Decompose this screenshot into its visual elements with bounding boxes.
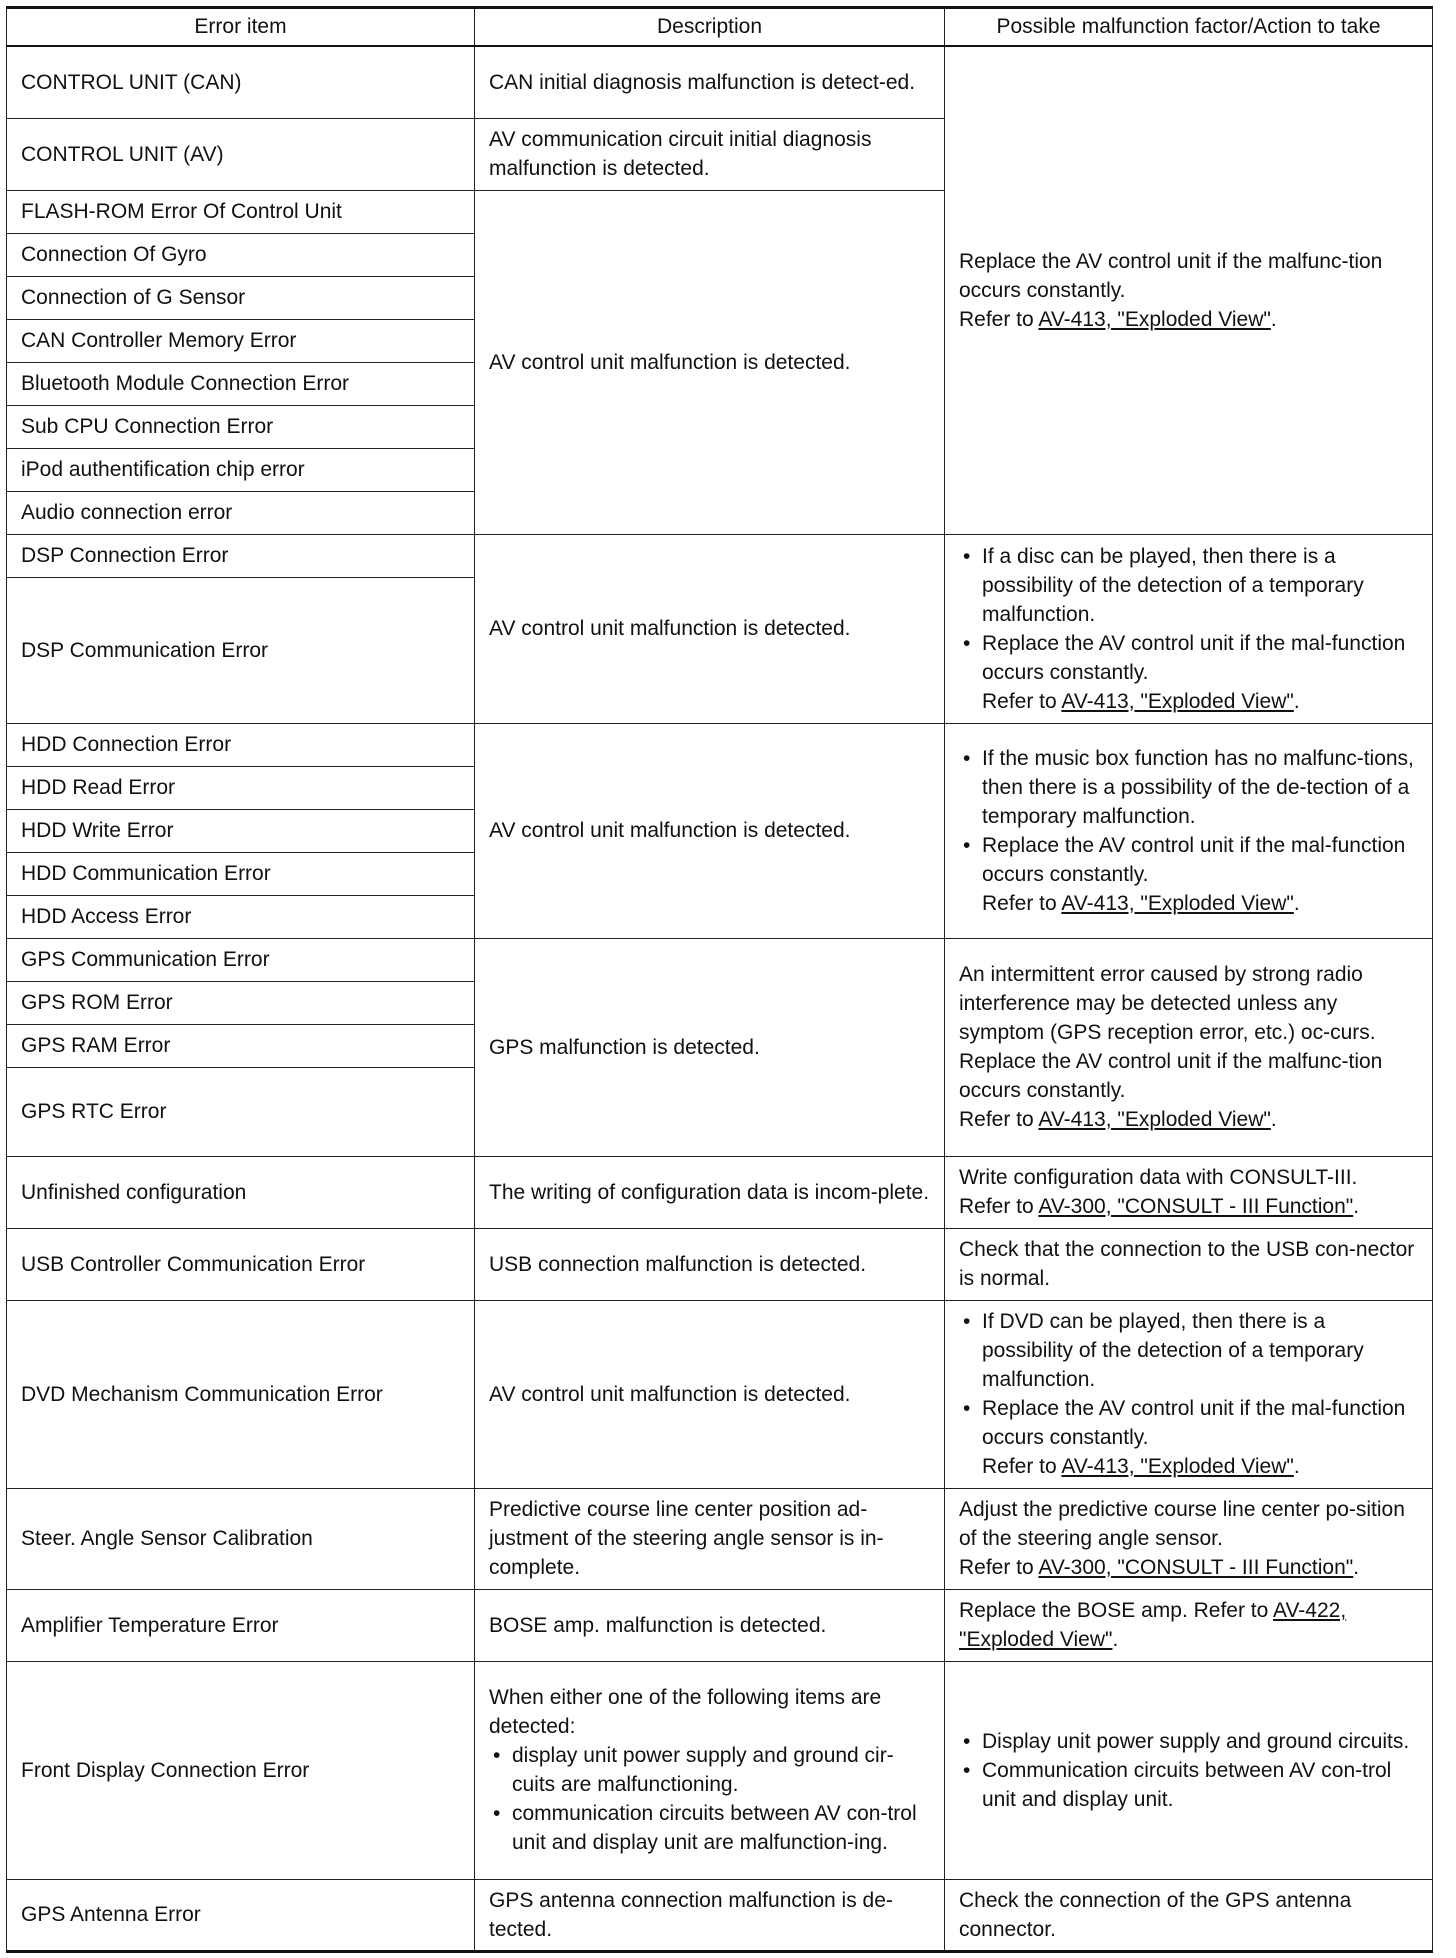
error-item-cell: Audio connection error bbox=[7, 491, 475, 534]
action-bullet: • If DVD can be played, then there is a possibility of the detection of a temporary malfunction. bbox=[959, 1307, 1418, 1394]
description-cell: GPS malfunction is detected. bbox=[475, 938, 945, 1156]
action-cell: Check the connection of the GPS antenna connector. bbox=[945, 1879, 1433, 1951]
error-item-cell: HDD Write Error bbox=[7, 809, 475, 852]
error-item-cell: CONTROL UNIT (AV) bbox=[7, 118, 475, 190]
error-item-cell: FLASH-ROM Error Of Control Unit bbox=[7, 190, 475, 233]
description-cell: The writing of configuration data is incom-plete. bbox=[475, 1156, 945, 1228]
action-cell: Check that the connection to the USB con-nector is normal. bbox=[945, 1228, 1433, 1300]
action-bullet-list bbox=[959, 1307, 1418, 1481]
description-cell: When either one of the following items are detected: • display unit power supply and ground cir-cuits are malfunctioning. • communication circuits between AV con-trol unit and display unit are malfunction-ing. bbox=[475, 1661, 945, 1879]
error-item-cell: CONTROL UNIT (CAN) bbox=[7, 46, 475, 118]
action-cell: Write configuration data with CONSULT-III. Refer to AV-300, "CONSULT - III Function". bbox=[945, 1156, 1433, 1228]
table-row bbox=[7, 46, 1433, 118]
description-cell: USB connection malfunction is detected. bbox=[475, 1228, 945, 1300]
table-row bbox=[7, 938, 1433, 981]
description-cell: GPS antenna connection malfunction is de-tected. bbox=[475, 1879, 945, 1951]
error-item-cell: Sub CPU Connection Error bbox=[7, 405, 475, 448]
error-item-cell: GPS RAM Error bbox=[7, 1024, 475, 1067]
action-bullet: • If the music box function has no malfunc-tions, then there is a possibility of the de-tection of a temporary malfunction. bbox=[959, 744, 1418, 831]
header-row bbox=[7, 8, 1433, 47]
error-item-cell: iPod authentification chip error bbox=[7, 448, 475, 491]
error-item-cell: Front Display Connection Error bbox=[7, 1661, 475, 1879]
action-bullet-list bbox=[959, 1727, 1418, 1814]
error-item-cell: GPS ROM Error bbox=[7, 981, 475, 1024]
action-bullet-list bbox=[959, 542, 1418, 716]
reference-link[interactable]: AV-413, "Exploded View" bbox=[1038, 307, 1271, 331]
action-cell bbox=[945, 723, 1433, 938]
description-bullet-list bbox=[489, 1741, 930, 1857]
reference-link[interactable]: AV-413, "Exploded View" bbox=[1061, 891, 1294, 915]
error-item-cell: USB Controller Communication Error bbox=[7, 1228, 475, 1300]
error-item-cell: DVD Mechanism Communication Error bbox=[7, 1300, 475, 1488]
description-bullet: • display unit power supply and ground cir-cuits are malfunctioning. bbox=[489, 1741, 930, 1799]
action-text: Replace the AV control unit if the malfunc-tion occurs constantly. bbox=[959, 249, 1383, 302]
error-item-cell: HDD Connection Error bbox=[7, 723, 475, 766]
action-bullet: • Communication circuits between AV con-trol unit and display unit. bbox=[959, 1756, 1418, 1814]
description-cell: AV control unit malfunction is detected. bbox=[475, 190, 945, 534]
header-error-item: Error item bbox=[7, 8, 475, 47]
error-item-cell: CAN Controller Memory Error bbox=[7, 319, 475, 362]
action-bullet-list bbox=[959, 744, 1418, 918]
header-action: Possible malfunction factor/Action to take bbox=[945, 8, 1433, 47]
action-cell: Replace the AV control unit if the malfunc-tion occurs constantly. Refer to AV-413, "Exploded View". bbox=[945, 46, 1433, 534]
action-bullet: • Display unit power supply and ground circuits. bbox=[959, 1727, 1418, 1756]
table-row bbox=[7, 723, 1433, 766]
error-item-cell: Unfinished configuration bbox=[7, 1156, 475, 1228]
reference-link[interactable]: AV-422, "Exploded View" bbox=[959, 1599, 1347, 1651]
description-cell: AV control unit malfunction is detected. bbox=[475, 534, 945, 723]
error-item-cell: HDD Read Error bbox=[7, 766, 475, 809]
error-item-cell: DSP Communication Error bbox=[7, 577, 475, 723]
error-item-cell: Connection of G Sensor bbox=[7, 276, 475, 319]
action-bullet: • Replace the AV control unit if the mal-function occurs constantly. Refer to AV-413, "Exploded View". bbox=[959, 831, 1418, 918]
action-cell bbox=[945, 1300, 1433, 1488]
table-row bbox=[7, 1228, 1433, 1300]
reference-link[interactable]: AV-300, "CONSULT - III Function" bbox=[1038, 1195, 1354, 1218]
error-item-cell: HDD Access Error bbox=[7, 895, 475, 938]
error-item-cell: Amplifier Temperature Error bbox=[7, 1589, 475, 1661]
description-bullet: • communication circuits between AV con-trol unit and display unit are malfunction-ing. bbox=[489, 1799, 930, 1857]
header-description: Description bbox=[475, 8, 945, 47]
error-item-cell: DSP Connection Error bbox=[7, 534, 475, 577]
error-item-cell: Steer. Angle Sensor Calibration bbox=[7, 1488, 475, 1589]
table-row bbox=[7, 1589, 1433, 1661]
description-cell: Predictive course line center position ad-justment of the steering angle sensor is in-complete. bbox=[475, 1488, 945, 1589]
action-cell: An intermittent error caused by strong radio interference may be detected unless any symptom (GPS reception error, etc.) oc-curs. Replace the AV control unit if the malfunc-tion occurs constantly. Refer to AV-413, "Exploded View". bbox=[945, 938, 1433, 1156]
action-cell: Replace the BOSE amp. Refer to AV-422, "Exploded View". bbox=[945, 1589, 1433, 1661]
action-bullet: • If a disc can be played, then there is a possibility of the detection of a temporary malfunction. bbox=[959, 542, 1418, 629]
action-cell: Adjust the predictive course line center po-sition of the steering angle sensor. Refer to AV-300, "CONSULT - III Function". bbox=[945, 1488, 1433, 1589]
refer-text: Refer to bbox=[959, 307, 1034, 331]
action-cell bbox=[945, 1661, 1433, 1879]
error-item-cell: GPS RTC Error bbox=[7, 1067, 475, 1156]
table-row bbox=[7, 1661, 1433, 1879]
action-bullet: • Replace the AV control unit if the mal-function occurs constantly. Refer to AV-413, "Exploded View". bbox=[959, 629, 1418, 716]
error-item-cell: Bluetooth Module Connection Error bbox=[7, 362, 475, 405]
table-row bbox=[7, 1156, 1433, 1228]
error-item-table bbox=[6, 6, 1433, 1953]
description-cell: AV control unit malfunction is detected. bbox=[475, 723, 945, 938]
error-item-cell: Connection Of Gyro bbox=[7, 233, 475, 276]
description-cell: AV control unit malfunction is detected. bbox=[475, 1300, 945, 1488]
description-cell: BOSE amp. malfunction is detected. bbox=[475, 1589, 945, 1661]
table-row bbox=[7, 1300, 1433, 1488]
reference-link[interactable]: AV-413, "Exploded View" bbox=[1061, 689, 1294, 713]
reference-link[interactable]: AV-300, "CONSULT - III Function" bbox=[1038, 1556, 1354, 1579]
error-item-cell: HDD Communication Error bbox=[7, 852, 475, 895]
table-row bbox=[7, 534, 1433, 577]
reference-link[interactable]: AV-413, "Exploded View" bbox=[1061, 1455, 1294, 1478]
error-item-cell: GPS Antenna Error bbox=[7, 1879, 475, 1951]
description-cell: CAN initial diagnosis malfunction is detect-ed. bbox=[475, 46, 945, 118]
action-cell bbox=[945, 534, 1433, 723]
description-cell: AV communication circuit initial diagnosis malfunction is detected. bbox=[475, 118, 945, 190]
action-bullet: • Replace the AV control unit if the mal-function occurs constantly. Refer to AV-413, "Exploded View". bbox=[959, 1394, 1418, 1481]
table-row bbox=[7, 1879, 1433, 1951]
error-item-cell: GPS Communication Error bbox=[7, 938, 475, 981]
table-row bbox=[7, 1488, 1433, 1589]
reference-link[interactable]: AV-413, "Exploded View" bbox=[1038, 1108, 1271, 1131]
